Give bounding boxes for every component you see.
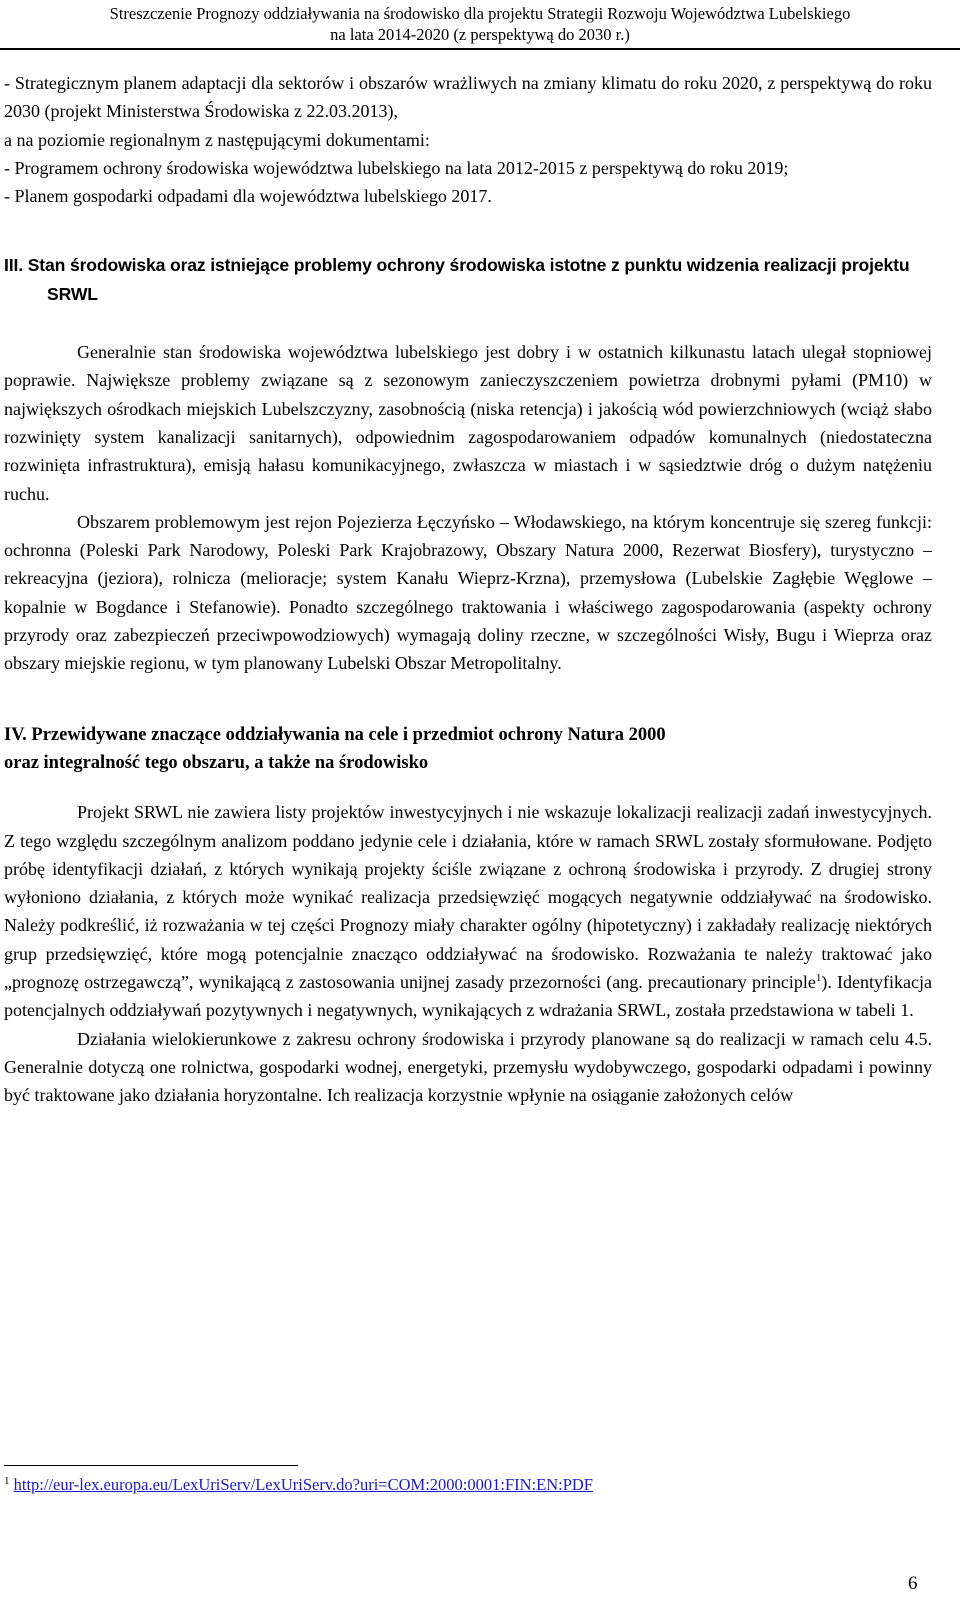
page-body: [4, 69, 932, 1110]
intro-item-strategic-plan: - Strategicznym planem adaptacji dla sektorów i obszarów wrażliwych na zmiany klimatu do roku 2020, z perspektywą do roku 2030 (projekt Ministerstwa Środowiska z 22.03.2013),: [4, 73, 932, 122]
intro-item-environment-program: - Programem ochrony środowiska województwa lubelskiego na lata 2012-2015 z perspektywą do roku 2019;: [4, 157, 789, 178]
section-4-paragraph-1-text: Projekt SRWL nie zawiera listy projektów inwestycyjnych i nie wskazuje lokalizacji realizacji zadań inwestycyjnych. Z tego względu szczególnym analizom poddano jedynie cele i działania, które w ramach SRWL zostały sformułowane. Podjęto próbę identyfikacji działań, z których wynikają projekty ściśle związane z ochroną środowiska i przyrody. Z drugiej strony wyłoniono działania, z których może wynikać realizacja przedsięwzięć mogących negatywnie oddziaływać na środowisko. Należy podkreślić, iż rozważania w tej części Prognozy miały charakter ogólny (hipotetyczny) i zakładały realizację niektórych grup przedsięwzięć, które mogą potencjalnie znacząco oddziaływać na środowisko. Rozważania te należy traktować jako „prognozę ostrzegawczą”, wynikającą z zastosowania unijnej zasady przezorności (ang. precautionary principle: [4, 802, 932, 993]
section-4-heading-line-2: oraz integralność tego obszaru, a także na środowisko: [4, 752, 429, 773]
section-4-paragraph-1: [4, 798, 932, 1024]
footnote: [4, 1475, 593, 1495]
header-line-2: na lata 2014-2020 (z perspektywą do 2030 r.): [330, 25, 630, 44]
footnote-divider: [4, 1465, 298, 1466]
section-4-paragraph-1-text-end: ). Identyfikacja potencjalnych oddziaływań pozytywnych i negatywnych, wynikających z wdrażania SRWL, została przedstawiona w tabeli 1.: [4, 972, 932, 1021]
page-number: 6: [908, 1573, 918, 1594]
intro-item-waste-plan: - Planem gospodarki odpadami dla województwa lubelskiego 2017.: [4, 186, 492, 207]
section-3-heading: III. Stan środowiska oraz istniejące problemy ochrony środowiska istotne z punktu widzenia realizacji projektu SRWL: [4, 255, 910, 304]
section-3-paragraph-2: Obszarem problemowym jest rejon Pojezierza Łęczyńsko – Włodawskiego, na którym koncentruje się szereg funkcji: ochronna (Poleski Park Narodowy, Poleski Park Krajobrazowy, Obszary Natura 2000, Rezerwat Biosfery), turystyczno – rekreacyjna (jeziora), rolnicza (melioracje; system Kanału Wieprz-Krzna), przemysłowa (Lubelskie Zagłębie Węglowe – kopalnie w Bogdance i Stefanowie). Ponadto szczególnego traktowania i właściwego zagospodarowania (aspekty ochrony przyrody oraz zabezpieczeń przeciwpowodziowych) wymagają doliny rzeczne, w szczególności Wisły, Bugu i Wieprza oraz obszary miejskie regionu, w tym planowany Lubelski Obszar Metropolitalny.: [4, 511, 932, 674]
footnote-marker: 1: [4, 1475, 10, 1487]
section-4-paragraph-2: Działania wielokierunkowe z zakresu ochrony środowiska i przyrody planowane są do realizacji w ramach celu 4.5. Generalnie dotyczą one rolnictwa, gospodarki wodnej, energetyki, przemysłu wydobywczego, gospodarki odpadami i powinny być traktowane jako działania horyzontalne. Ich realizacja korzystnie wpłynie na osiąganie założonych celów: [4, 1028, 932, 1106]
header-divider: [0, 48, 960, 50]
section-4-heading: [4, 721, 932, 778]
footnote-reference[interactable]: 1: [815, 972, 822, 985]
section-4-heading-line-1: IV. Przewidywane znaczące oddziaływania na cele i przedmiot ochrony Natura 2000: [4, 724, 666, 745]
section-3-paragraph-1: Generalnie stan środowiska województwa lubelskiego jest dobry i w ostatnich kilkunastu latach ulegał stopniowej poprawie. Największe problemy związane są z sezonowym zanieczyszczeniem powietrza drobnymi pyłami (PM10) w największych ośrodkach miejskich Lubelszczyzny, zasobnością (niska retencja) i jakością wód powierzchniowych (wciąż słabo rozwinięty system kanalizacji sanitarnych), odpowiednim zagospodarowaniem odpadów komunalnych (niedostateczna rozwinięta infrastruktura), emisją hałasu komunikacyjnego, zwłaszcza w miastach i w sąsiedztwie dróg o dużym natężeniu ruchu.: [4, 342, 932, 504]
header-line-1: Streszczenie Prognozy oddziaływania na środowisko dla projektu Strategii Rozwoju Województwa Lubelskiego: [109, 4, 851, 23]
intro-regional-line: a na poziomie regionalnym z następującymi dokumentami:: [4, 129, 430, 150]
footnote-link[interactable]: http://eur-lex.europa.eu/LexUriServ/LexUriServ.do?uri=COM:2000:0001:FIN:EN:PDF: [13, 1475, 593, 1494]
running-header: [0, 0, 960, 45]
